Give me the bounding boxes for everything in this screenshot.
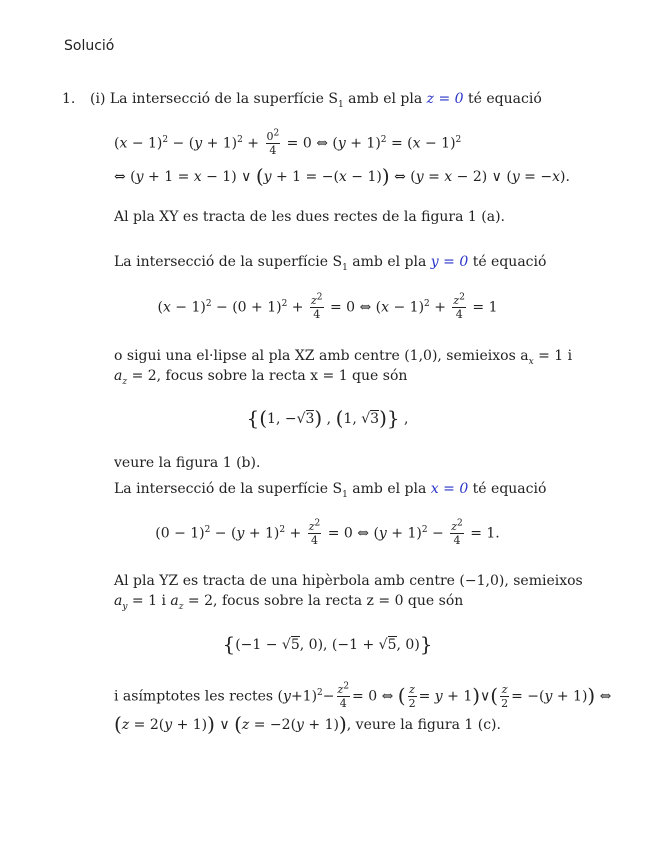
paragraph-xy: Al pla XY es tracta de les dues rectes de la figura 1 (a).: [114, 209, 505, 225]
plane-y: y = 0: [430, 254, 469, 270]
item-label: (i): [90, 91, 106, 107]
foci-ellipse: {(1, −√3) , (1, √3)} ,: [246, 406, 409, 430]
paragraph-see-b: veure la figura 1 (b).: [114, 455, 261, 471]
intro-z-line: (i) La intersecció de la superfície $S_1$ amb el pla z = 0 té equació: [90, 91, 542, 110]
plane-z: z = 0: [426, 91, 464, 107]
foci-hyperbola: {(−1 − √5, 0), (−1 + √5, 0)}: [222, 632, 433, 656]
equation-x: $(0 - 1)^2 - (y + 1)^2$ + $\frac{z^2}{4}$ = 0 ⇔ $(y + 1)^2$ − $\frac{z^2}{4}$ = 1.: [155, 518, 500, 547]
equation-z-1: $(x - 1)^2 - (y + 1)^2$ + $\frac{0^2}{4}$ = 0 ⇔ $(y + 1)^2 = (x - 1)^2$: [114, 128, 462, 157]
item-number: 1.: [62, 91, 76, 107]
paragraph-hyperbola-2: $a_y = 1$ i $a_z = 2$, focus sobre la recta z = 0 que són: [114, 593, 464, 612]
asymptotes-line-1: i asímptotes les rectes $(y+1)^2-$ $\frac{z^2}{4}$ = 0 ⇔ ( $\frac{z}{2}$ = y + 1)∨( $\frac{z}{2}$ = −(y + 1)) ⇔: [114, 681, 612, 710]
equation-z-2: ⇔ (y + 1 = x − 1) ∨ (y + 1 = −(x − 1)) ⇔ (y = x − 2) ∨ (y = −x).: [114, 164, 570, 188]
intro-x-line: La intersecció de la superfície $S_1$ amb el pla x = 0 té equació: [114, 481, 547, 500]
paragraph-hyperbola-1: Al pla YZ es tracta de una hipèrbola amb centre (−1,0), semieixos: [114, 573, 583, 589]
paragraph-ellipse-2: $a_z = 2$, focus sobre la recta x = 1 que són: [114, 368, 408, 387]
intro-y-line: La intersecció de la superfície $S_1$ amb el pla y = 0 té equació: [114, 254, 547, 273]
paragraph-ellipse-1: o sigui una el·lipse al pla XZ amb centre (1,0), semieixos $a_x = 1$ i: [114, 348, 573, 367]
plane-x: x = 0: [430, 481, 469, 497]
asymptotes-line-2: (z = 2(y + 1)) ∨ (z = −2(y + 1)), veure la figura 1 (c).: [114, 712, 501, 736]
solution-heading: Solució: [64, 38, 115, 54]
equation-y: $(x - 1)^2 - (0 + 1)^2$ + $\frac{z^2}{4}$ = 0 ⇔ $(x - 1)^2$ + $\frac{z^2}{4}$ = 1: [157, 292, 498, 321]
